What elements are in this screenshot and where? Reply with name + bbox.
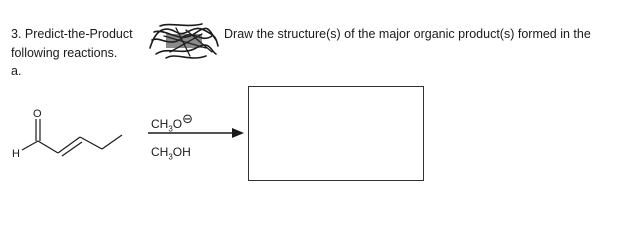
alkene-bond-2	[62, 142, 82, 156]
question-instruction: Draw the structure(s) of the major organic product(s) formed in the	[224, 27, 591, 41]
answer-box[interactable]	[248, 86, 424, 181]
atom-hydrogen: H	[12, 148, 20, 160]
part-label: a.	[11, 64, 22, 78]
bond-c4-c5	[102, 135, 122, 149]
reaction-arrow-icon	[140, 95, 250, 175]
ch-bond	[22, 141, 38, 150]
negative-charge-icon: ⊖	[182, 111, 194, 126]
question-title: 3. Predict-the-Product	[11, 27, 133, 41]
redaction-scribble-icon	[146, 18, 222, 64]
reagent-below-arrow: $CH_3OH$	[151, 145, 191, 162]
atom-oxygen: O	[33, 108, 42, 120]
bond-c3-c4	[80, 137, 102, 149]
reagent-above-arrow: $CH_3O^⊖$	[151, 111, 194, 134]
reactant-structure	[10, 105, 140, 165]
bond-c1-c2	[38, 141, 58, 153]
question-instruction-continued: following reactions.	[11, 46, 118, 60]
